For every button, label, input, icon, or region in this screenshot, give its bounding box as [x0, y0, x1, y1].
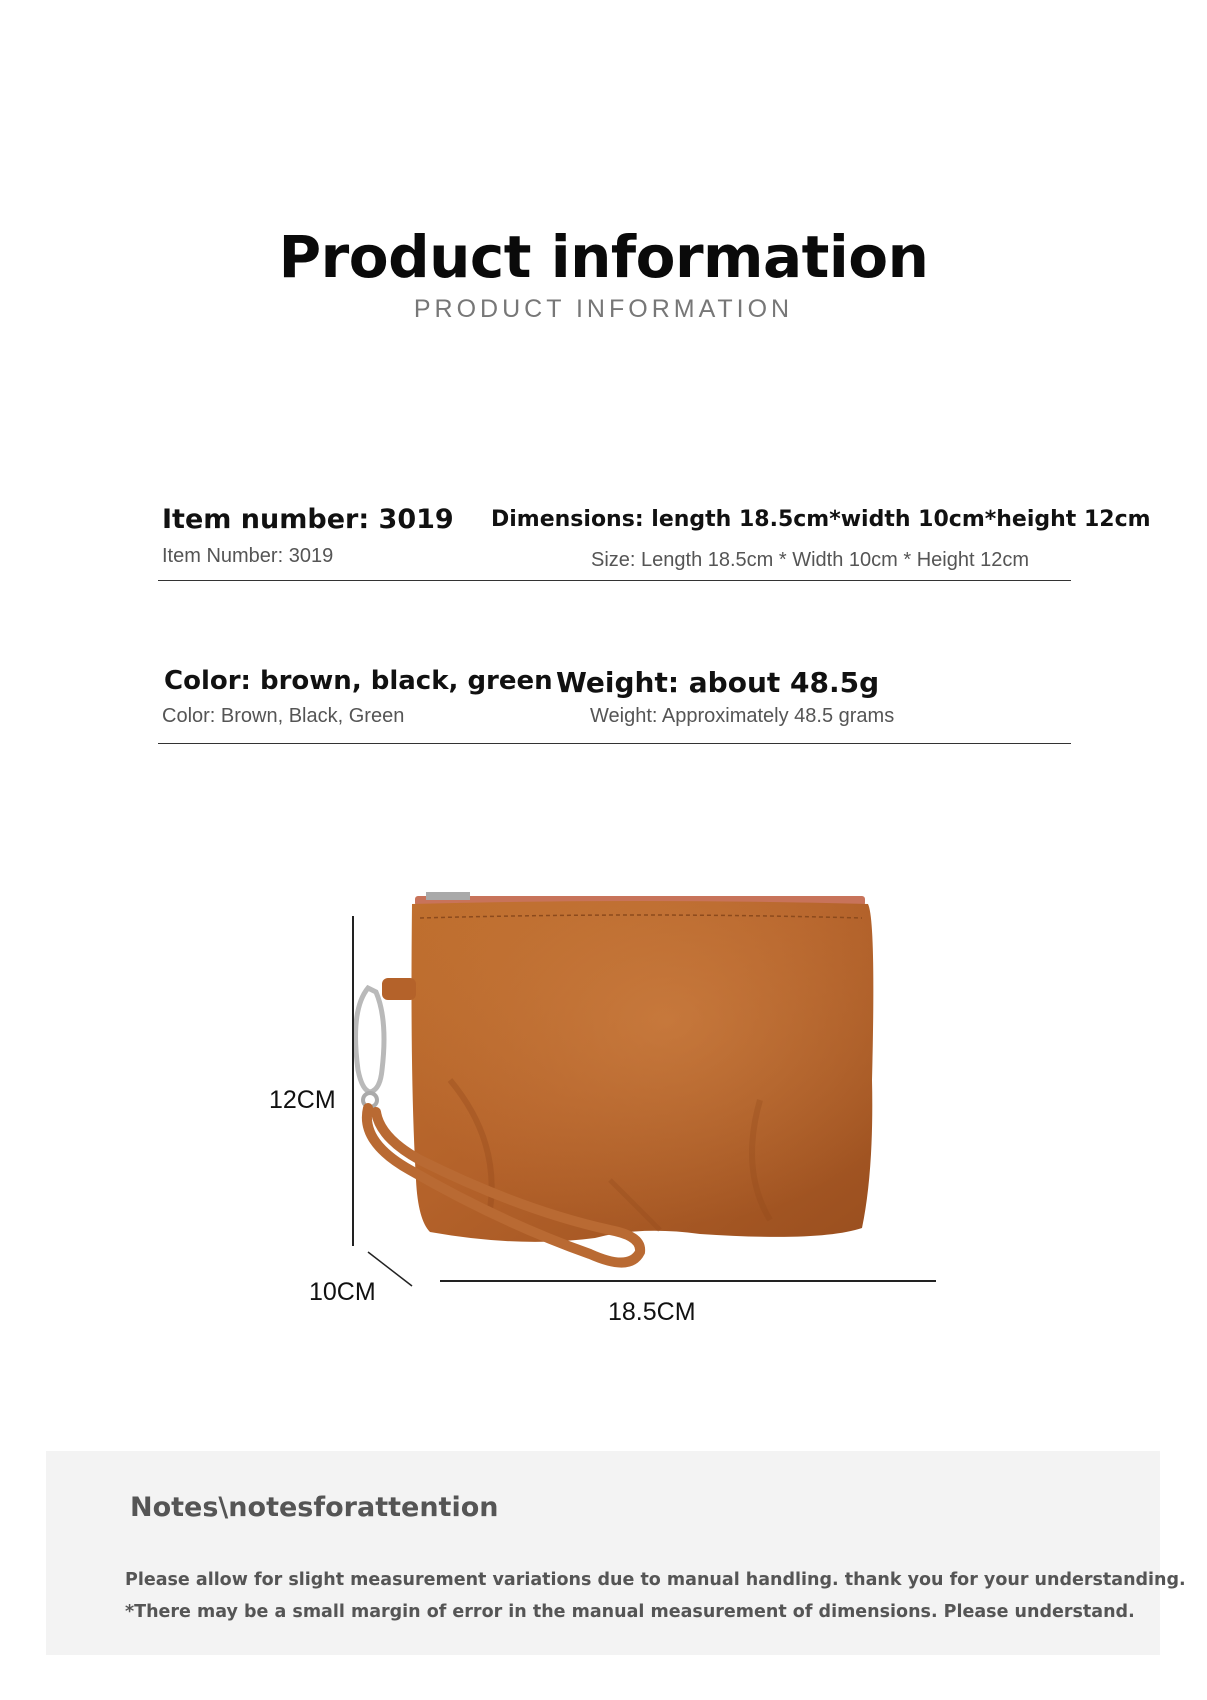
dimensions-heading: Dimensions: length 18.5cm*width 10cm*height 12cm: [491, 507, 1151, 532]
clip-hook-icon: [356, 988, 384, 1092]
divider: [158, 743, 1071, 744]
clutch-bag-illustration: [340, 880, 960, 1280]
notes-line-2: *There may be a small margin of error in the manual measurement of dimensions. Please understand.: [125, 1602, 1135, 1622]
dimensions-sub: Size: Length 18.5cm * Width 10cm * Height 12cm: [591, 549, 1029, 571]
zipper-pull: [426, 892, 470, 900]
page-subtitle: PRODUCT INFORMATION: [413, 295, 794, 323]
item-number-sub: Item Number: 3019: [162, 545, 334, 567]
color-sub: Color: Brown, Black, Green: [162, 705, 405, 727]
page-title: Product information: [278, 223, 929, 291]
height-guide-line: [352, 916, 354, 1246]
color-heading: Color: brown, black, green: [164, 666, 553, 696]
length-label: 18.5CM: [608, 1298, 696, 1326]
height-label: 12CM: [269, 1086, 336, 1114]
notes-line-1: Please allow for slight measurement variations due to manual handling. thank you for your understanding.: [125, 1570, 1186, 1590]
notes-panel: [46, 1451, 1160, 1655]
weight-heading: Weight: about 48.5g: [556, 666, 880, 699]
side-tab: [382, 978, 416, 1000]
notes-title: Notes\notesforattention: [130, 1492, 499, 1523]
product-image: [340, 880, 960, 1280]
item-number-heading: Item number: 3019: [162, 504, 454, 535]
weight-sub: Weight: Approximately 48.5 grams: [590, 705, 895, 727]
length-guide-line: [440, 1280, 936, 1282]
depth-label: 10CM: [309, 1278, 376, 1306]
divider: [158, 580, 1071, 581]
